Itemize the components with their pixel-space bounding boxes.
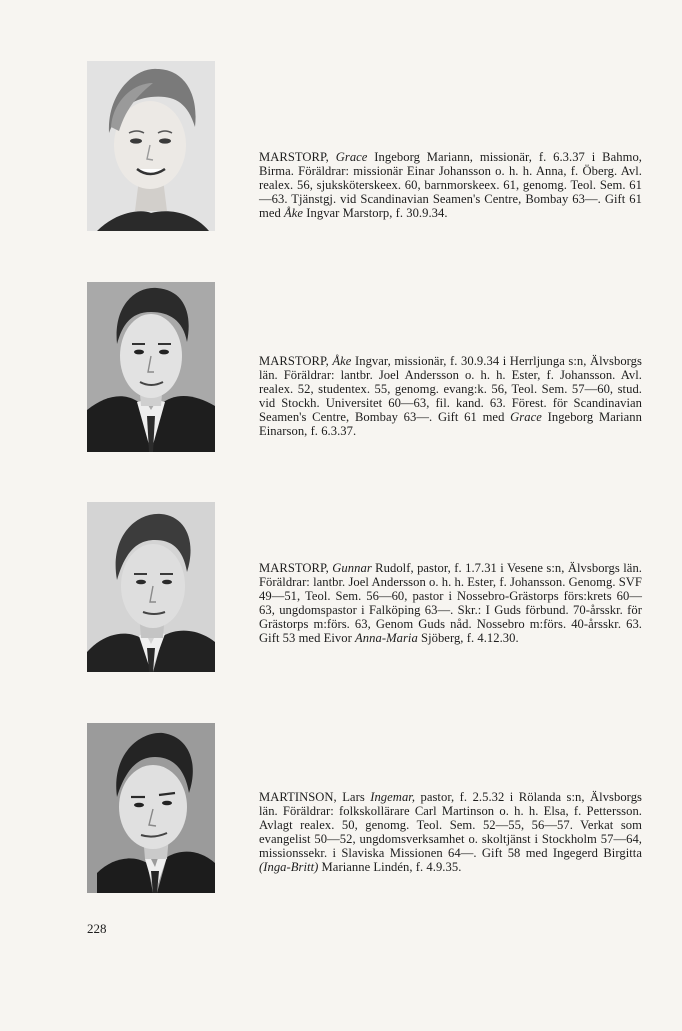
biography-text	[259, 790, 642, 875]
biography-text	[259, 561, 642, 646]
page-number: 228	[87, 921, 107, 936]
bio-text-part: pastor, f. 2.5.32 i Rölanda s:n, Älvsborgs län. Föräldrar: folkskollärare Carl Martinson o. h. h. Elsa, f. Pettersson. Avlagt realex. 50, genomg. Teol. Sem. 52—55, 56—57. Verkat som evangelist 50—52, ungdomsverksamhet o. skoltjänst i Stockholm 57—64, missionssekr. i Slaviska Missionen 64—. Gift 58 med Ingegerd Birgitta	[259, 790, 642, 861]
bio-text-part: MARSTORP,	[259, 150, 336, 164]
bio-text-part: MARSTORP,	[259, 561, 333, 575]
bio-italic-part: Anna-Maria	[355, 631, 418, 646]
bio-italic-part: Grace	[510, 410, 542, 425]
bio-italic-part: Åke	[284, 206, 304, 221]
bio-italic-part: Grace	[335, 150, 368, 164]
biography-text	[259, 150, 642, 220]
biography-text	[259, 354, 642, 439]
portrait-photo	[87, 502, 215, 672]
bio-text-part: MARSTORP,	[259, 354, 333, 368]
bio-text-part: Ingeborg Mariann, missionär, f. 6.3.37 i Bahmo, Birma. Föräldrar: missionär Einar Johansson o. h. h. Anna, f. Öberg. Avl. realex. 56, sjuksköterskeex. 60, barnmorskeex. 61, genomg. Teol. Sem. 61—63. Tjänstgj. vid Scandinavian Seamen's Centre, Bombay 63—. Gift 61 med	[259, 150, 642, 221]
bio-text-part: Marianne Lindén, f. 4.9.35.	[318, 860, 462, 875]
portrait-photo	[87, 282, 215, 452]
bio-text-part: Ingvar Marstorp, f. 30.9.34.	[303, 206, 448, 221]
portrait-photo	[87, 723, 215, 893]
bio-italic-part: Gunnar	[332, 561, 372, 575]
bio-italic-part: Åke	[332, 354, 352, 368]
bio-text-part: Ingeborg Mariann Einarson, f. 6.3.37.	[259, 410, 643, 439]
bio-text-part: MARTINSON, Lars	[259, 790, 371, 804]
bio-italic-part: Ingemar,	[370, 790, 416, 804]
portrait-photo	[87, 61, 215, 231]
bio-italic-part: (Inga-Britt)	[259, 860, 319, 875]
bio-text-part: Ingvar, missionär, f. 30.9.34 i Herrljunga s:n, Älvsborgs län. Föräldrar: lantbr. Joel Andersson o. h. h. Ester, f. Johansson. Avl. realex. 52, studentex. 55, genomg. evang:k. 56, Teol. Sem. 57—60, stud. vid Stockh. Universitet 60—63, fil. kand. 63. Förest. för Scandinavian Seamen's Centre, Bombay 63—. Gift 61 med	[259, 354, 642, 425]
bio-text-part: Sjöberg, f. 4.12.30.	[417, 631, 519, 646]
bio-text-part: Rudolf, pastor, f. 1.7.31 i Vesene s:n, Älvsborgs län. Föräldrar: lantbr. Joel Andersson o. h. h. Ester, f. Johansson. Genomg. SVF 49—51, Teol. Sem. 56—60, pastor i Nossebro-Grästorps förs:krets 60—63, ungdomspastor i Falköping 63—. Skr.: I Guds förbund. 70-årsskr. för Grästorps m:förs. 63, Genom Guds nåd. Nossebro m:förs. 40-årsskr. 63. Gift 53 med Eivor	[259, 561, 642, 646]
